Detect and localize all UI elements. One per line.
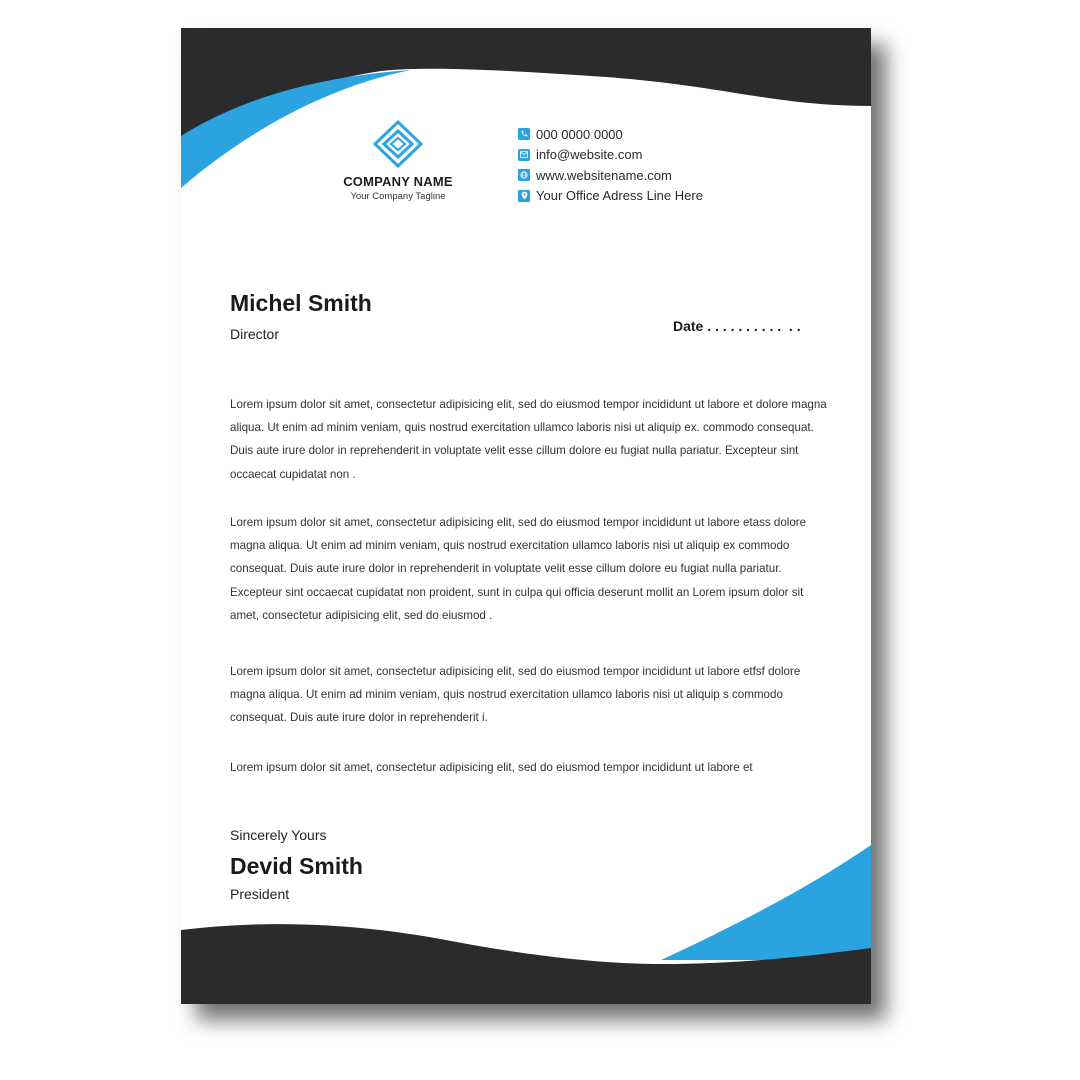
body-paragraph-3 — [230, 660, 830, 730]
signer-title: President — [230, 886, 290, 902]
contact-email — [518, 145, 703, 166]
paragraph-text: Lorem ipsum dolor sit amet, consectetur adipisicing elit, sed do eiusmod tempor incididunt ut labore et — [230, 761, 753, 774]
contact-website — [518, 165, 703, 186]
contact-list — [518, 124, 703, 206]
paragraph-text: Lorem ipsum dolor sit amet, consectetur adipisicing elit, sed do eiusmod tempor incididunt ut labore et dolore magna aliqua. Ut enim ad minim veniam, quis nostrud exercitation ullamco laboris nisi ut aliquip ex. commodo consequat. Duis aute irure dolor in reprehenderit in voluptate velit esse cillum dolore eu fugiat nulla pariatur. Excepteur sint occaecat cupidatat non . — [230, 398, 827, 481]
phone-number: 000 0000 0000 — [536, 126, 623, 142]
contact-phone — [518, 124, 703, 145]
globe-icon — [518, 169, 530, 181]
company-name: COMPANY NAME — [343, 174, 453, 189]
phone-icon — [518, 128, 530, 140]
paragraph-text: Lorem ipsum dolor sit amet, consectetur adipisicing elit, sed do eiusmod tempor incididunt ut labore etass dolore magna aliqua. Ut enim ad minim veniam, quis nostrud exercitation ullamco laboris nisi ut aliquip ex commodo consequat. Duis aute irure dolor in reprehenderit in voluptate velit esse cillum dolore eu fugiat nulla pariatur. Excepteur sint occaecat cupidatat non proident, sunt in culpa qui officia deserunt mollit an Lorem ipsum dolor sit amet, consectetur adipisicing elit, sed do eiusmod . — [230, 516, 807, 622]
body-paragraph-1 — [230, 393, 830, 486]
company-tagline: Your Company Tagline — [350, 191, 446, 202]
footer-accent-swoosh — [661, 845, 871, 960]
diamond-logo-icon — [372, 120, 424, 168]
paragraph-text: Lorem ipsum dolor sit amet, consectetur adipisicing elit, sed do eiusmod tempor incididunt ut labore etfsf dolore magna aliqua. Ut enim ad minim veniam, quis nostrud exercitation ullamco laboris nisi ut aliquip s commodo consequat. Duis aute irure dolor in reprehenderit i. — [230, 665, 801, 725]
body-paragraph-4 — [230, 756, 830, 779]
recipient-title: Director — [230, 326, 280, 342]
office-address: Your Office Adress Line Here — [536, 188, 703, 204]
letterhead-page — [181, 28, 871, 1004]
date-field: Date . . . . . . . . . . . . — [673, 318, 801, 334]
signer-name: Devid Smith — [230, 853, 363, 879]
website-url: www.websitename.com — [536, 167, 672, 183]
header-dark-band — [181, 28, 871, 138]
body-paragraph-2 — [230, 511, 830, 627]
mail-icon — [518, 149, 530, 161]
contact-address — [518, 186, 703, 207]
closing-line: Sincerely Yours — [230, 827, 327, 843]
email-address: info@website.com — [536, 147, 643, 163]
recipient-name: Michel Smith — [230, 290, 372, 316]
location-pin-icon — [518, 190, 530, 202]
company-logo-block — [331, 120, 465, 202]
